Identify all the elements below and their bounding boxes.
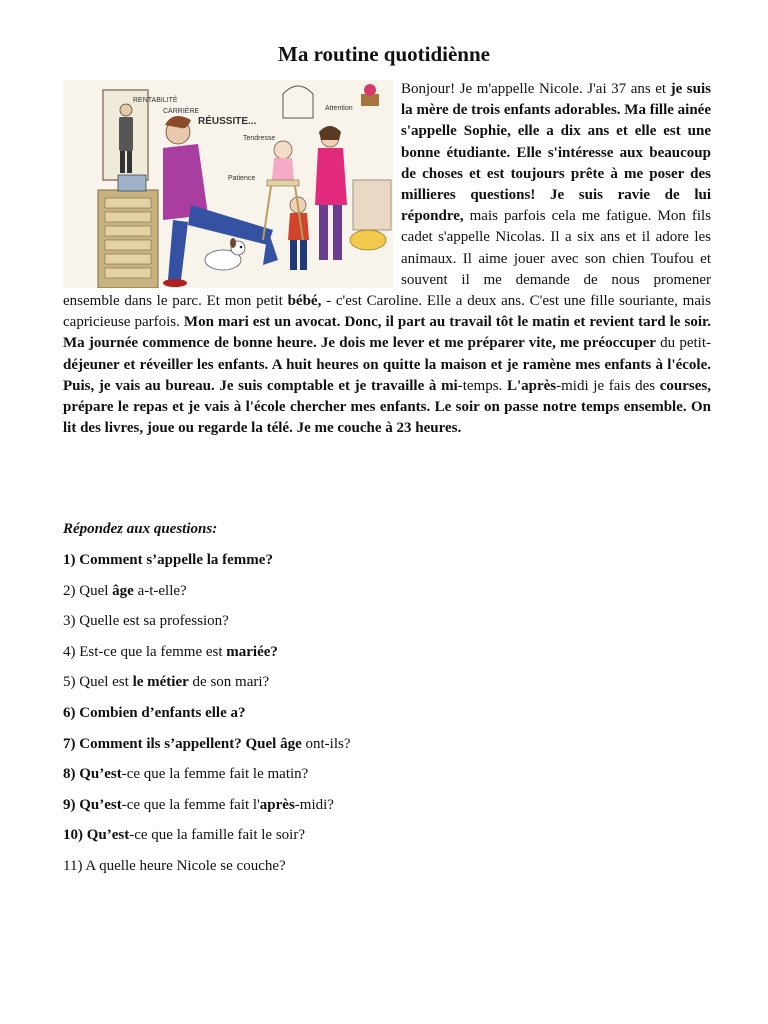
question-11: 11) A quelle heure Nicole se couche? [63, 857, 286, 874]
story-courses: courses, prépare le repas [63, 377, 711, 416]
story-intro: Bonjour! Je m'appelle Nicole. J'ai 37 ans et [401, 81, 671, 97]
question-5: 5) Quel est le métier de son mari? [63, 674, 270, 691]
story-family-bold: je suis la mère de trois enfants adorables. Ma fille ainée s'appelle Sophie, elle a dix ans et elle est une bonne étudiante. Elle s'intéresse aux beaucoup de choses et est toujours prête à me poser des millieres questions! Je suis ravie de lui répondre, [401, 81, 711, 225]
question-8: 8) Qu’est-ce que la femme fait le matin? [63, 766, 309, 783]
sign-tendresse: Tendresse [243, 135, 276, 142]
story-apres: L'après [506, 377, 557, 394]
question-4: 4) Est-ce que la femme est mariée? [63, 643, 278, 660]
questions-section [63, 518, 711, 886]
question-6: 6) Combien d’enfants elle a? [63, 704, 246, 721]
sign-rentabilite: RENTABILITÉ [133, 97, 178, 104]
story-petit: du petit- [655, 335, 712, 352]
page-title: Ma routine quotidiènne [278, 42, 490, 66]
story-temps: -temps. [457, 377, 507, 394]
story-son: mais parfois cela me fatigue. Mon fils cadet s'appelle Nicolas. Il a six ans et il adore les animaux. Il aime jouer avec son chien Toufou et souvent il me demande de nous promener ensemble dans le parc. Et mon petit [63, 208, 711, 310]
sign-patience: Patience [228, 175, 256, 182]
question-2: 2) Quel âge a-t-elle? [63, 582, 187, 599]
story-midi: -midi je fais des [556, 377, 660, 394]
sign-carriere: CARRIÈRE [163, 108, 200, 115]
story-text [63, 79, 711, 439]
question-10: 10) Qu’est-ce que la famille fait le soir? [63, 827, 305, 844]
sign-reussite: RÉUSSITE... [198, 116, 257, 127]
story-caroline: - c'est Caroline. Elle a deux ans. C'est une fille souriante, mais capricieuse parfois. [63, 293, 711, 331]
questions-heading: Répondez aux questions: [63, 521, 218, 537]
question-7: 7) Comment ils s’appellent? Quel âge ont-ils? [63, 735, 351, 752]
story-bebe: bébé, [287, 293, 322, 310]
story-husband-bold: Mon mari est un avocat. Donc, il part au travail tôt le matin et revient tard le soir. Ma journée commence de bonne heure. Je dois me lever et me préparer vite, me préoccuper [63, 314, 712, 352]
story-evening-bold: et je vais à l'école chercher mes enfants. Le soir on passe notre temps ensemble. On lit des livres, joue ou regarde la télé. Je me couche à 23 heures. [63, 399, 712, 437]
question-9: 9) Qu’est-ce que la femme fait l'après-midi? [63, 796, 334, 813]
story-day-bold: déjeuner et réveiller les enfants. A huit heures on quitte la maison et je ramène mes enfants à l'école. Puis, je vais au bureau. Je suis comptable et je travaille à mi [63, 356, 711, 394]
question-3: 3) Quelle est sa profession? [63, 613, 229, 630]
sign-attention: Attention [325, 105, 353, 112]
question-1: 1) Comment s’appelle la femme? [63, 552, 273, 568]
